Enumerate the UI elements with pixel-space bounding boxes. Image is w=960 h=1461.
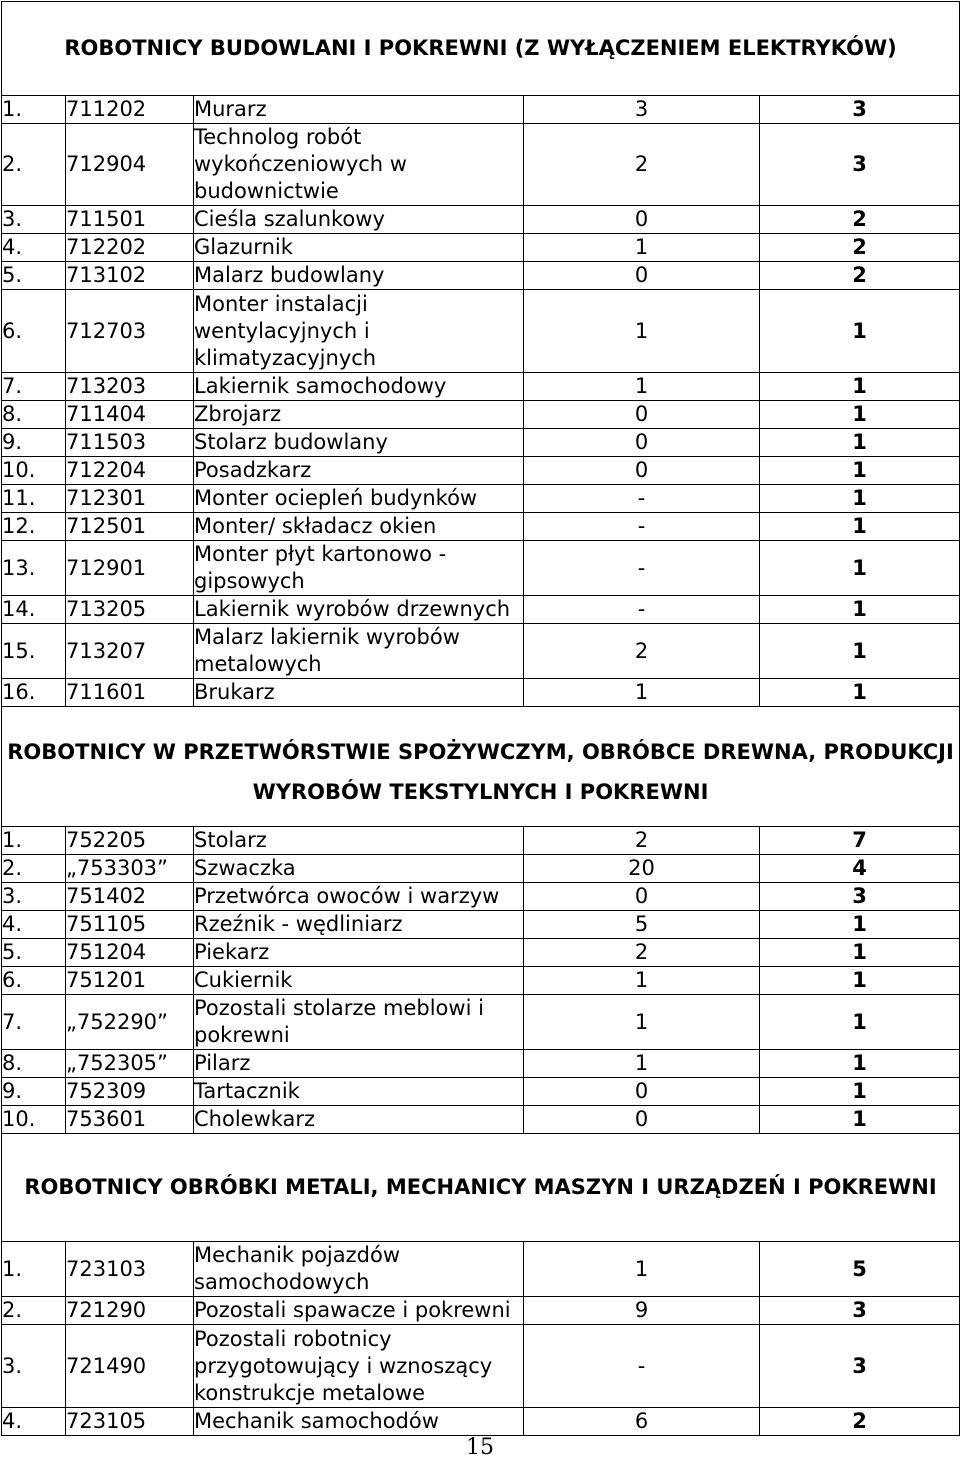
row-number: 9. xyxy=(2,1078,66,1106)
row-number: 2. xyxy=(2,124,66,206)
value-col-2: 1 xyxy=(760,911,960,939)
occupation-name: Cukiernik xyxy=(194,967,524,995)
occupation-name: Mechanik pojazdów samochodowych xyxy=(194,1242,524,1297)
occupation-name: Pozostali spawacze i pokrewni xyxy=(194,1297,524,1325)
table-row xyxy=(2,624,960,679)
occupation-name: Mechanik samochodów xyxy=(194,1408,524,1436)
section-title: ROBOTNICY W PRZETWÓRSTWIE SPOŻYWCZYM, OBRÓBCE DREWNA, PRODUKCJI WYROBÓW TEKSTYLNYCH I POKREWNI xyxy=(2,707,960,827)
occupation-name: Lakiernik wyrobów drzewnych xyxy=(194,596,524,624)
occupation-code: 751204 xyxy=(66,939,194,967)
row-number: 15. xyxy=(2,624,66,679)
value-col-1: 0 xyxy=(524,1106,760,1134)
occupation-name: Posadzkarz xyxy=(194,457,524,485)
value-col-2: 1 xyxy=(760,1050,960,1078)
occupation-code: „752305” xyxy=(66,1050,194,1078)
value-col-2: 1 xyxy=(760,939,960,967)
value-col-1: 0 xyxy=(524,457,760,485)
occupation-name: Monter/ składacz okien xyxy=(194,513,524,541)
table-row xyxy=(2,234,960,262)
value-col-2: 3 xyxy=(760,96,960,124)
table-row xyxy=(2,541,960,596)
value-col-2: 1 xyxy=(760,1106,960,1134)
row-number: 8. xyxy=(2,401,66,429)
table-row xyxy=(2,1297,960,1325)
table-row xyxy=(2,995,960,1050)
value-col-1: 1 xyxy=(524,967,760,995)
row-number: 8. xyxy=(2,1050,66,1078)
occupation-code: 711404 xyxy=(66,401,194,429)
occupation-code: 721290 xyxy=(66,1297,194,1325)
table-row xyxy=(2,262,960,290)
row-number: 1. xyxy=(2,827,66,855)
occupation-code: 751105 xyxy=(66,911,194,939)
table-row xyxy=(2,1325,960,1408)
table-body xyxy=(2,2,960,1436)
occupation-code: 712202 xyxy=(66,234,194,262)
value-col-1: 1 xyxy=(524,234,760,262)
row-number: 4. xyxy=(2,911,66,939)
occupation-code: „753303” xyxy=(66,855,194,883)
value-col-1: 0 xyxy=(524,206,760,234)
table-row xyxy=(2,513,960,541)
table-row xyxy=(2,124,960,206)
occupation-name: Pilarz xyxy=(194,1050,524,1078)
row-number: 14. xyxy=(2,596,66,624)
value-col-2: 2 xyxy=(760,1408,960,1436)
value-col-2: 1 xyxy=(760,401,960,429)
table-row xyxy=(2,1242,960,1297)
occupation-name: Technolog robót wykończeniowych w budownictwie xyxy=(194,124,524,206)
value-col-1: 9 xyxy=(524,1297,760,1325)
value-col-2: 4 xyxy=(760,855,960,883)
row-number: 3. xyxy=(2,883,66,911)
table-row xyxy=(2,679,960,707)
row-number: 6. xyxy=(2,290,66,373)
occupation-code: 753601 xyxy=(66,1106,194,1134)
occupation-name: Malarz lakiernik wyrobów metalowych xyxy=(194,624,524,679)
value-col-2: 1 xyxy=(760,1078,960,1106)
value-col-2: 3 xyxy=(760,1325,960,1408)
table-row xyxy=(2,290,960,373)
section-title: ROBOTNICY OBRÓBKI METALI, MECHANICY MASZYN I URZĄDZEŃ I POKREWNI xyxy=(2,1134,960,1242)
value-col-1: 3 xyxy=(524,96,760,124)
occupation-name: Szwaczka xyxy=(194,855,524,883)
table-row xyxy=(2,1078,960,1106)
row-number: 4. xyxy=(2,234,66,262)
table-row xyxy=(2,1050,960,1078)
section-header-row xyxy=(2,1134,960,1242)
occupation-name: Pozostali robotnicy przygotowujący i wznoszący konstrukcje metalowe xyxy=(194,1325,524,1408)
occupation-code: 712703 xyxy=(66,290,194,373)
occupation-code: 712204 xyxy=(66,457,194,485)
occupation-name: Pozostali stolarze meblowi i pokrewni xyxy=(194,995,524,1050)
value-col-2: 2 xyxy=(760,234,960,262)
value-col-2: 5 xyxy=(760,1242,960,1297)
row-number: 7. xyxy=(2,995,66,1050)
occupation-name: Cieśla szalunkowy xyxy=(194,206,524,234)
occupation-code: 711202 xyxy=(66,96,194,124)
value-col-1: 2 xyxy=(524,827,760,855)
value-col-1: 5 xyxy=(524,911,760,939)
value-col-2: 2 xyxy=(760,206,960,234)
occupation-code: 713207 xyxy=(66,624,194,679)
occupation-name: Przetwórca owoców i warzyw xyxy=(194,883,524,911)
occupation-name: Glazurnik xyxy=(194,234,524,262)
value-col-1: 0 xyxy=(524,262,760,290)
row-number: 10. xyxy=(2,457,66,485)
occupation-code: 713102 xyxy=(66,262,194,290)
row-number: 1. xyxy=(2,1242,66,1297)
value-col-1: 1 xyxy=(524,679,760,707)
value-col-2: 3 xyxy=(760,883,960,911)
section-header-row xyxy=(2,707,960,827)
table-row xyxy=(2,883,960,911)
occupation-name: Monter płyt kartonowo - gipsowych xyxy=(194,541,524,596)
value-col-2: 3 xyxy=(760,1297,960,1325)
occupation-name: Lakiernik samochodowy xyxy=(194,373,524,401)
occupation-code: 713203 xyxy=(66,373,194,401)
value-col-2: 1 xyxy=(760,967,960,995)
value-col-1: 1 xyxy=(524,1242,760,1297)
row-number: 16. xyxy=(2,679,66,707)
occupation-code: 712901 xyxy=(66,541,194,596)
row-number: 11. xyxy=(2,485,66,513)
occupation-table xyxy=(1,1,960,1436)
value-col-2: 1 xyxy=(760,513,960,541)
row-number: 13. xyxy=(2,541,66,596)
occupation-name: Piekarz xyxy=(194,939,524,967)
occupation-name: Tartacznik xyxy=(194,1078,524,1106)
value-col-2: 1 xyxy=(760,995,960,1050)
value-col-1: - xyxy=(524,1325,760,1408)
row-number: 12. xyxy=(2,513,66,541)
value-col-2: 1 xyxy=(760,541,960,596)
row-number: 5. xyxy=(2,939,66,967)
row-number: 2. xyxy=(2,1297,66,1325)
occupation-name: Murarz xyxy=(194,96,524,124)
occupation-code: 752205 xyxy=(66,827,194,855)
occupation-name: Zbrojarz xyxy=(194,401,524,429)
value-col-1: 2 xyxy=(524,624,760,679)
occupation-code: 723105 xyxy=(66,1408,194,1436)
table-row xyxy=(2,855,960,883)
table-row xyxy=(2,596,960,624)
occupation-name: Malarz budowlany xyxy=(194,262,524,290)
occupation-code: „752290” xyxy=(66,995,194,1050)
occupation-code: 723103 xyxy=(66,1242,194,1297)
occupation-code: 712501 xyxy=(66,513,194,541)
row-number: 2. xyxy=(2,855,66,883)
occupation-code: 712904 xyxy=(66,124,194,206)
section-title: ROBOTNICY BUDOWLANI I POKREWNI (Z WYŁĄCZENIEM ELEKTRYKÓW) xyxy=(2,2,960,96)
occupation-name: Brukarz xyxy=(194,679,524,707)
value-col-1: 0 xyxy=(524,883,760,911)
row-number: 1. xyxy=(2,96,66,124)
row-number: 4. xyxy=(2,1408,66,1436)
occupation-name: Stolarz xyxy=(194,827,524,855)
occupation-code: 752309 xyxy=(66,1078,194,1106)
value-col-2: 1 xyxy=(760,679,960,707)
value-col-2: 1 xyxy=(760,290,960,373)
value-col-2: 1 xyxy=(760,485,960,513)
value-col-1: - xyxy=(524,485,760,513)
value-col-1: 1 xyxy=(524,373,760,401)
value-col-2: 1 xyxy=(760,429,960,457)
occupation-code: 711501 xyxy=(66,206,194,234)
value-col-1: 0 xyxy=(524,401,760,429)
table-row xyxy=(2,457,960,485)
row-number: 3. xyxy=(2,1325,66,1408)
row-number: 6. xyxy=(2,967,66,995)
value-col-2: 1 xyxy=(760,373,960,401)
value-col-1: 1 xyxy=(524,290,760,373)
occupation-name: Stolarz budowlany xyxy=(194,429,524,457)
occupation-code: 721490 xyxy=(66,1325,194,1408)
occupation-code: 712301 xyxy=(66,485,194,513)
row-number: 3. xyxy=(2,206,66,234)
value-col-2: 2 xyxy=(760,262,960,290)
value-col-2: 1 xyxy=(760,624,960,679)
table-row xyxy=(2,939,960,967)
row-number: 7. xyxy=(2,373,66,401)
value-col-1: 20 xyxy=(524,855,760,883)
row-number: 10. xyxy=(2,1106,66,1134)
value-col-1: 2 xyxy=(524,939,760,967)
occupation-name: Rzeźnik - wędliniarz xyxy=(194,911,524,939)
occupation-name: Monter instalacji wentylacyjnych i klimatyzacyjnych xyxy=(194,290,524,373)
value-col-2: 1 xyxy=(760,457,960,485)
occupation-code: 713205 xyxy=(66,596,194,624)
occupation-code: 711503 xyxy=(66,429,194,457)
section-header-row xyxy=(2,2,960,96)
table-row xyxy=(2,911,960,939)
value-col-1: 0 xyxy=(524,1078,760,1106)
table-row xyxy=(2,429,960,457)
value-col-2: 3 xyxy=(760,124,960,206)
value-col-1: 2 xyxy=(524,124,760,206)
row-number: 5. xyxy=(2,262,66,290)
table-row xyxy=(2,401,960,429)
page-number: 15 xyxy=(466,1435,494,1460)
value-col-1: 1 xyxy=(524,1050,760,1078)
table-row xyxy=(2,485,960,513)
table-row xyxy=(2,1408,960,1436)
value-col-1: 6 xyxy=(524,1408,760,1436)
value-col-2: 1 xyxy=(760,596,960,624)
table-row xyxy=(2,206,960,234)
table-row xyxy=(2,1106,960,1134)
value-col-1: 1 xyxy=(524,995,760,1050)
row-number: 9. xyxy=(2,429,66,457)
occupation-code: 751402 xyxy=(66,883,194,911)
occupation-code: 711601 xyxy=(66,679,194,707)
value-col-1: 0 xyxy=(524,429,760,457)
value-col-1: - xyxy=(524,513,760,541)
value-col-1: - xyxy=(524,541,760,596)
occupation-name: Cholewkarz xyxy=(194,1106,524,1134)
occupation-code: 751201 xyxy=(66,967,194,995)
value-col-1: - xyxy=(524,596,760,624)
occupation-name: Monter ociepleń budynków xyxy=(194,485,524,513)
table-row xyxy=(2,96,960,124)
table-row xyxy=(2,827,960,855)
table-row xyxy=(2,967,960,995)
table-row xyxy=(2,373,960,401)
value-col-2: 7 xyxy=(760,827,960,855)
